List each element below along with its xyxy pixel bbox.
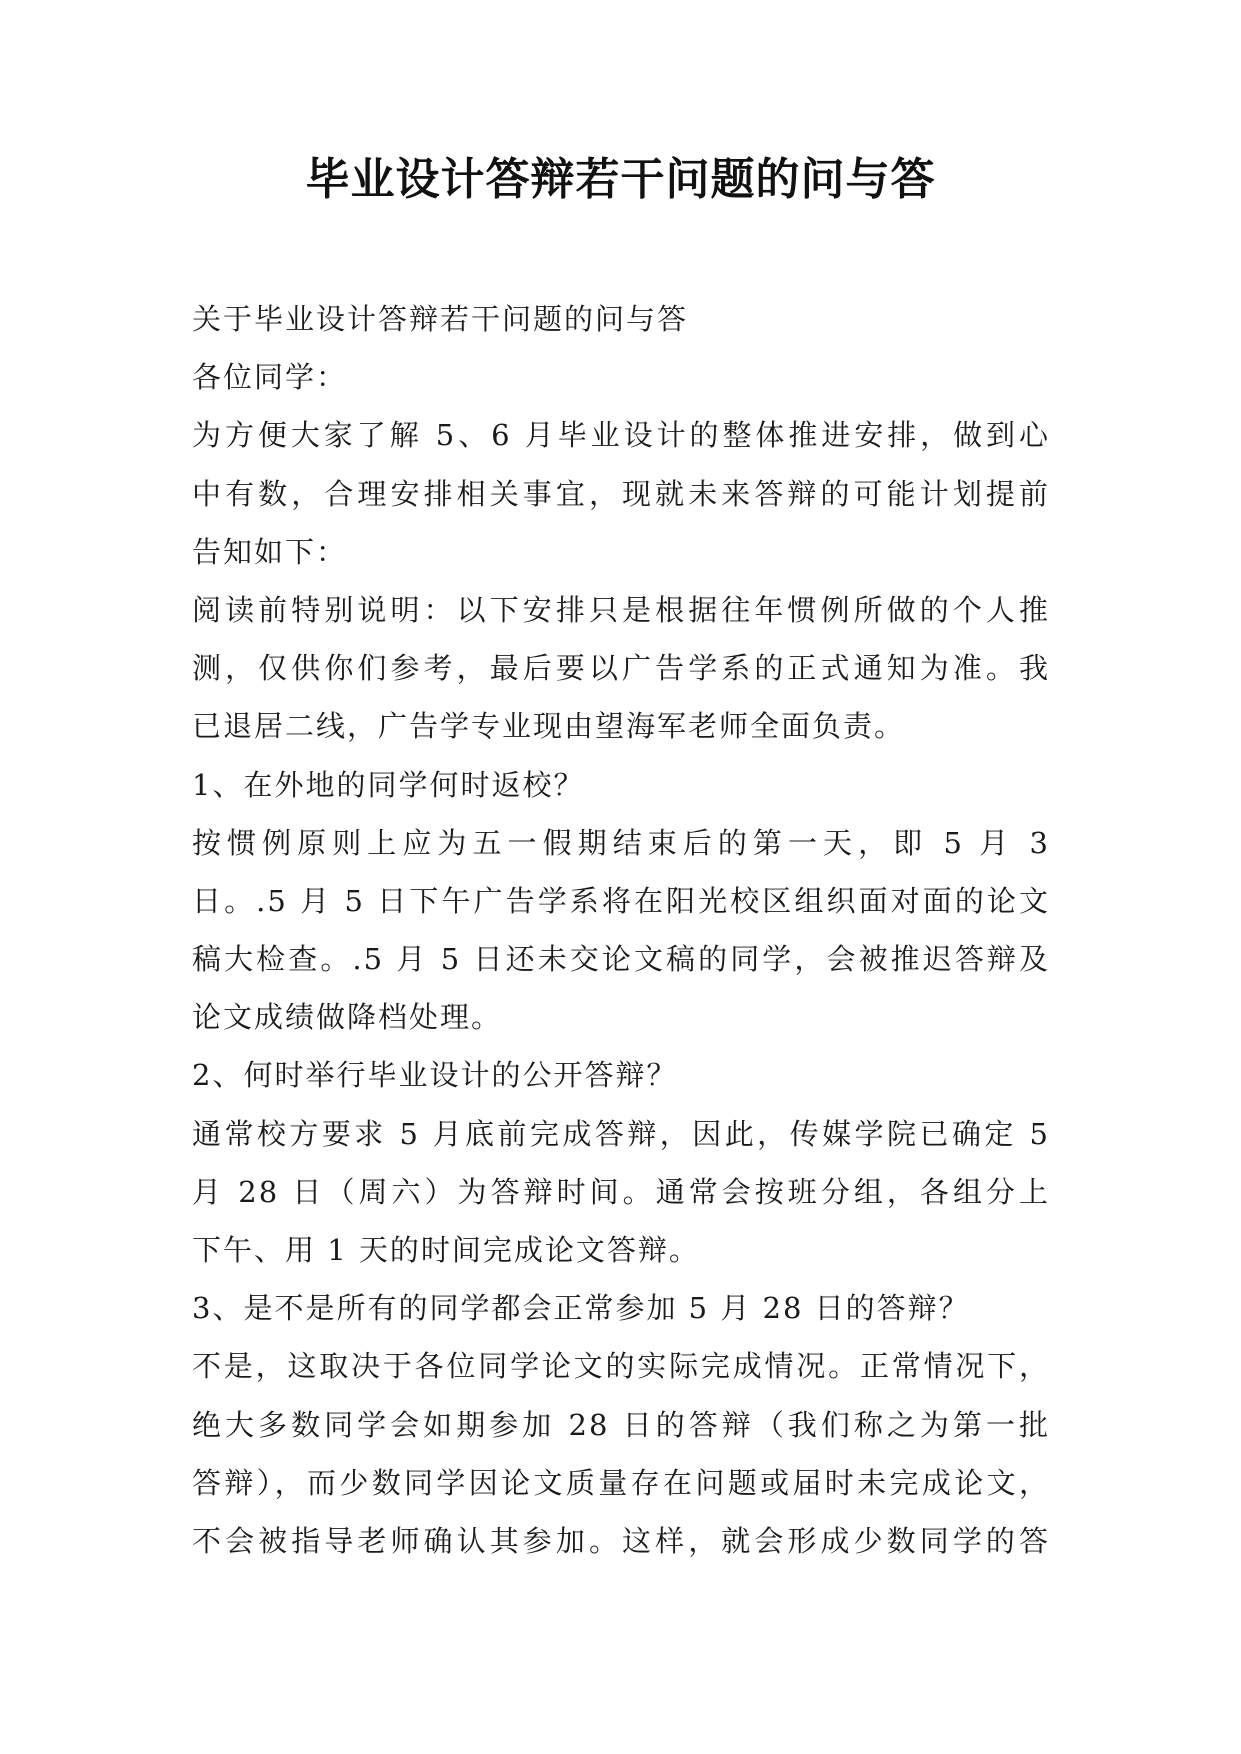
body-line: 3、是不是所有的同学都会正常参加 5 月 28 日的答辩？ [192,1291,970,1326]
body-line: 下午、用 1 天的时间完成论文答辩。 [192,1233,700,1267]
body-line: 1、在外地的同学何时返校？ [192,767,585,802]
body-line: 2、何时举行毕业设计的公开答辩？ [192,1058,678,1093]
body-line: 按惯例原则上应为五一假期结束后的第一天，即 5 月 3 [192,825,1050,860]
body-line: 各位同学： [192,360,348,395]
body-line: 关于毕业设计答辩若干问题的问与答 [192,302,689,336]
body-line: 已退居二线，广告学专业现由望海军老师全面负责。 [192,709,906,744]
body-line: 日。.5 月 5 日下午广告学系将在阳光校区组织面对面的论文 [192,883,1050,918]
body-line: 稿大检查。.5 月 5 日还未交论文稿的同学，会被推迟答辩及 [192,942,1050,977]
body-line: 为方便大家了解 5、6 月毕业设计的整体推进安排，做到心 [192,418,1050,453]
document-body [192,290,1050,1570]
body-line: 不是，这取决于各位同学论文的实际完成情况。正常情况下， [192,1349,1050,1384]
body-line: 绝大多数同学会如期参加 28 日的答辩（我们称之为第一批 [192,1407,1050,1442]
body-line: 不会被指导老师确认其参加。这样，就会形成少数同学的答 [192,1523,1050,1558]
body-line: 月 28 日（周六）为答辩时间。通常会按班分组，各组分上 [192,1174,1050,1209]
body-line: 通常校方要求 5 月底前完成答辩，因此，传媒学院已确定 5 [192,1116,1050,1151]
body-line: 论文成绩做降档处理。 [192,1000,503,1035]
body-line: 阅读前特别说明：以下安排只是根据往年惯例所做的个人推 [192,592,1050,627]
body-line: 答辩），而少数同学因论文质量存在问题或届时未完成论文， [192,1465,1050,1500]
body-line: 测，仅供你们参考，最后要以广告学系的正式通知为准。我 [192,651,1050,686]
body-line: 告知如下： [192,534,348,569]
document-title: 毕业设计答辩若干问题的问与答 [305,154,936,205]
body-line: 中有数，合理安排相关事宜，现就未来答辩的可能计划提前 [192,476,1050,511]
